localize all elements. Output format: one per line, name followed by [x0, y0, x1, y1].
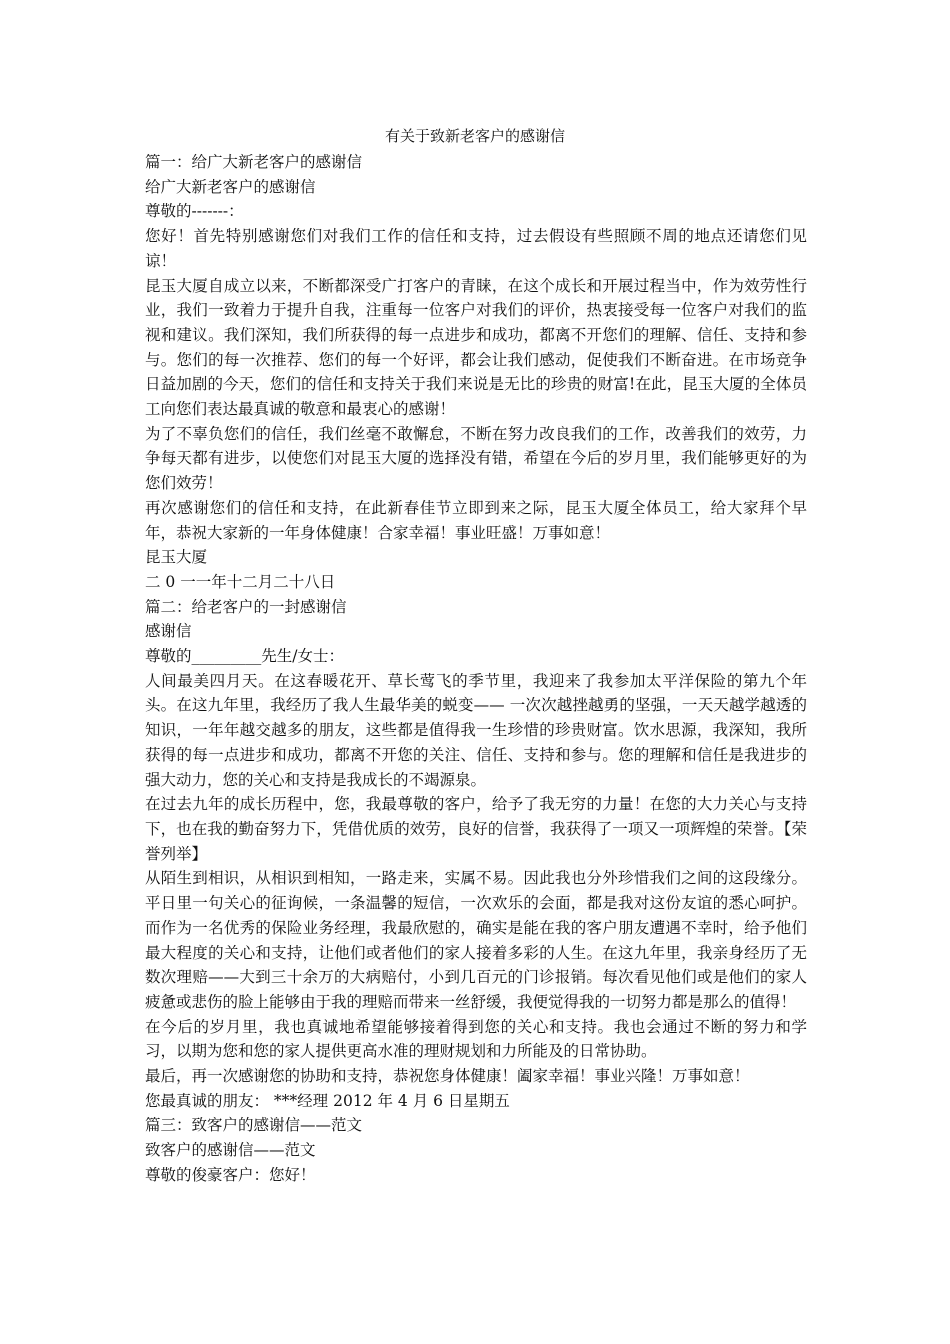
paragraph: 从陌生到相识，从相识到相知，一路走来，实属不易。因此我也分外珍惜我们之间的这段缘分。平日里一句关心的征询候，一条温馨的短信，一次欢乐的会面，都是我对这份友谊的悉心呵护。而作为一名优秀的保险业务经理，我最欣慰的，确实是能在我的客户朋友遭遇不幸时，给予他们最大程度的关心和支持，让他们或者他们的家人接着多彩的人生。在这九年里，我亲身经历了无数次理赔——大到三十余万的大病赔付，小到几百元的门诊报销。每次看见他们或是他们的家人疲惫或悲伤的脸上能够由于我的理赔而带来一丝舒缓，我便觉得我的一切努力都是那么的值得！	[145, 869, 807, 1011]
paragraph: 最后，再一次感谢您的协助和支持，恭祝您身体健康！阖家幸福！事业兴隆！万事如意！	[145, 1067, 750, 1086]
section-heading: 篇二：给老客户的一封感谢信	[145, 597, 347, 616]
paragraph: 昆玉大厦自成立以来，不断都深受广打客户的青睐，在这个成长和开展过程当中，作为效劳性行业，我们一致着力于提升自我，注重每一位客户对我们的评价，热衷接受每一位客户对我们的监视和建议。我们深知，我们所获得的每一点进步和成功，都离不开您们的理解、信任、支持和参与。您们的每一次推荐、您们的每一个好评，都会让我们感动，促使我们不断奋进。在市场竞争日益加剧的今天，您们的信任和支持关于我们来说是无比的珍贵的财富!在此，昆玉大厦的全体员工向您们表达最真诚的敬意和最衷心的感谢！	[145, 276, 807, 419]
letter-title: 给广大新老客户的感谢信	[145, 177, 316, 196]
paragraph: 为了不辜负您们的信任，我们丝毫不敢懈怠，不断在努力改良我们的工作，改善我们的效劳，力争每天都有进步，以使您们对昆玉大厦的选择没有错，希望在今后的岁月里，我们能够更好的为您们效劳！	[145, 424, 807, 493]
letter-title: 致客户的感谢信——范文	[145, 1141, 316, 1160]
letter-title: 感谢信	[145, 622, 192, 641]
paragraph: 在过去九年的成长历程中，您，我最尊敬的客户，给予了我无穷的力量！在您的大力关心与支持下，也在我的勤奋努力下，凭借优质的效劳，良好的信誉，我获得了一项又一项辉煌的荣誉。【荣誉列举】	[145, 795, 807, 863]
paragraph: 再次感谢您们的信任和支持，在此新春佳节立即到来之际，昆玉大厦全体员工，给大家拜个早年，恭祝大家新的一年身体健康！合家幸福！事业旺盛！万事如意！	[145, 498, 807, 542]
section-heading: 篇一：给广大新老客户的感谢信	[145, 153, 363, 171]
document-body	[145, 150, 807, 1188]
salutation: 尊敬的_________先生/女士：	[145, 647, 344, 666]
document-title: 有关于致新老客户的感谢信	[384, 127, 565, 145]
paragraph: 在今后的岁月里，我也真诚地希望能够接着得到您的关心和支持。我也会通过不断的努力和学习，以期为您和您的家人提供更高水准的理财规划和力所能及的日常协助。	[145, 1017, 807, 1061]
section-heading: 篇三：致客户的感谢信——范文	[145, 1116, 363, 1135]
paragraph: 您好！首先特别感谢您们对我们工作的信任和支持，过去假设有些照顾不周的地点还请您们见谅！	[145, 227, 807, 270]
letter-date: 二 0 一一年十二月二十八日	[145, 572, 336, 591]
signature: 昆玉大厦	[145, 548, 208, 567]
salutation: 尊敬的-------：	[145, 202, 244, 221]
paragraph: 人间最美四月天。在这春暖花开、草长莺飞的季节里，我迎来了我参加太平洋保险的第九个年头。在这九年里，我经历了我人生最华美的蜕变—— 一次次越挫越勇的坚强，一天天越学越透的知识，一年年越交越多的朋友，这些都是值得我一生珍惜的珍贵财富。饮水思源，我深知，我所获得的每一点进步和成功，都离不开您的关注、信任、支持和参与。您的理解和信任是我进步的强大动力，您的关心和支持是我成长的不竭源泉。	[145, 671, 807, 789]
salutation: 尊敬的俊豪客户：您好！	[145, 1165, 316, 1184]
signature: 您最真诚的朋友： ***经理 2012 年 4 月 6 日星期五	[145, 1091, 510, 1110]
